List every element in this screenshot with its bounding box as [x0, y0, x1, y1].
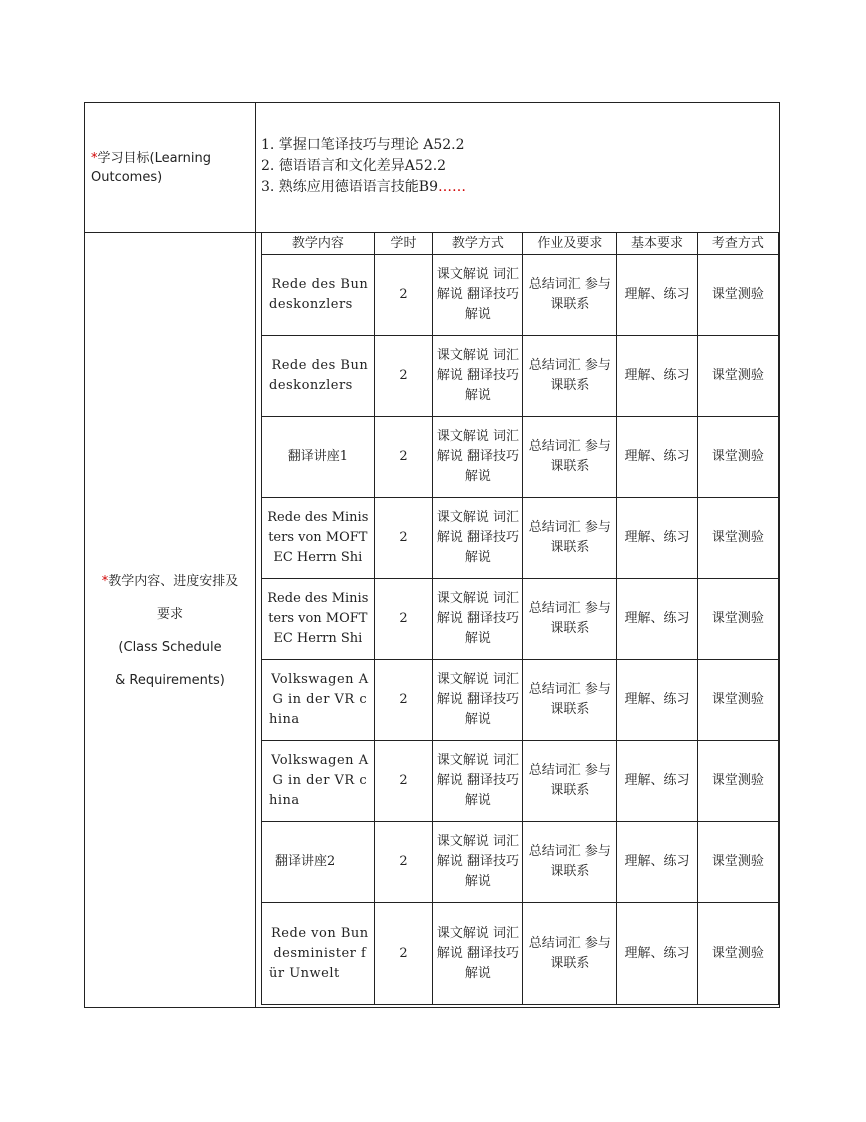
schedule-header-row: [262, 233, 779, 255]
class-schedule-label: [85, 565, 255, 697]
row-hours: 2: [374, 741, 433, 822]
column-divider: [255, 103, 256, 1007]
class-schedule-label-line3: (Class Schedule: [118, 640, 222, 655]
row-content: Rede des Bundeskonzlers: [262, 255, 375, 336]
outcome-item-3: [261, 177, 466, 198]
syllabus-table: [84, 102, 780, 1008]
row-content: 翻译讲座1: [262, 417, 375, 498]
header-assessment: 考查方式: [697, 233, 778, 255]
table-row: [262, 822, 779, 903]
row-assessment: 课堂测验: [697, 660, 778, 741]
table-row: [262, 741, 779, 822]
row-hours: 2: [374, 336, 433, 417]
row-content: Volkswagen AG in der VR china: [262, 660, 375, 741]
row-homework: 总结词汇 参与课联系: [523, 255, 617, 336]
header-homework: 作业及要求: [523, 233, 617, 255]
row-assessment: 课堂测验: [697, 498, 778, 579]
class-schedule-label-zh: 教学内容、进度安排及: [108, 574, 239, 589]
schedule-table: [261, 232, 779, 1005]
row-method: 课文解说 词汇解说 翻译技巧解说: [433, 660, 523, 741]
row-homework: 总结词汇 参与课联系: [523, 417, 617, 498]
row-assessment: 课堂测验: [697, 822, 778, 903]
required-star: *: [91, 151, 98, 166]
row-basic: 理解、练习: [617, 741, 698, 822]
learning-outcomes-list: [261, 135, 466, 198]
row-basic: 理解、练习: [617, 903, 698, 1005]
row-basic: 理解、练习: [617, 336, 698, 417]
row-homework: 总结词汇 参与课联系: [523, 822, 617, 903]
row-homework: 总结词汇 参与课联系: [523, 903, 617, 1005]
table-row: [262, 498, 779, 579]
row-method: 课文解说 词汇解说 翻译技巧解说: [433, 579, 523, 660]
row-basic: 理解、练习: [617, 660, 698, 741]
outcome-item-1: 1. 掌握口笔译技巧与理论 A52.2: [261, 137, 465, 153]
table-row: [262, 660, 779, 741]
learning-outcomes-label: [91, 149, 251, 187]
header-content: 教学内容: [262, 233, 375, 255]
row-method: 课文解说 词汇解说 翻译技巧解说: [433, 822, 523, 903]
row-basic: 理解、练习: [617, 498, 698, 579]
row-method: 课文解说 词汇解说 翻译技巧解说: [433, 255, 523, 336]
row-content: Rede des Ministers von MOFTEC Herrn Shi: [262, 579, 375, 660]
outcome-item-2: 2. 德语语言和文化差异A52.2: [261, 158, 447, 174]
row-basic: 理解、练习: [617, 255, 698, 336]
row-assessment: 课堂测验: [697, 741, 778, 822]
row-hours: 2: [374, 822, 433, 903]
row-homework: 总结词汇 参与课联系: [523, 336, 617, 417]
row-hours: 2: [374, 579, 433, 660]
row-assessment: 课堂测验: [697, 903, 778, 1005]
table-row: [262, 417, 779, 498]
outcome-item-3-text: 3. 熟练应用德语语言技能B9: [261, 179, 439, 195]
row-content: Rede des Bundeskonzlers: [262, 336, 375, 417]
outcome-ellipsis: ……: [438, 179, 467, 195]
row-homework: 总结词汇 参与课联系: [523, 741, 617, 822]
row-method: 课文解说 词汇解说 翻译技巧解说: [433, 741, 523, 822]
table-row: [262, 903, 779, 1005]
required-star: *: [101, 574, 109, 589]
row-assessment: 课堂测验: [697, 417, 778, 498]
row-hours: 2: [374, 255, 433, 336]
class-schedule-label-line4: & Requirements): [115, 673, 225, 688]
row-content: Rede von Bundesminister für Unwelt: [262, 903, 375, 1005]
row-homework: 总结词汇 参与课联系: [523, 498, 617, 579]
row-assessment: 课堂测验: [697, 255, 778, 336]
row-hours: 2: [374, 903, 433, 1005]
row-method: 课文解说 词汇解说 翻译技巧解说: [433, 498, 523, 579]
row-content: Volkswagen AG in der VR china: [262, 741, 375, 822]
header-hours: 学时: [374, 233, 433, 255]
row-hours: 2: [374, 498, 433, 579]
row-basic: 理解、练习: [617, 417, 698, 498]
row-method: 课文解说 词汇解说 翻译技巧解说: [433, 903, 523, 1005]
row-hours: 2: [374, 660, 433, 741]
row-homework: 总结词汇 参与课联系: [523, 579, 617, 660]
class-schedule-label-line2: 要求: [156, 607, 183, 622]
table-row: [262, 579, 779, 660]
row-hours: 2: [374, 417, 433, 498]
row-assessment: 课堂测验: [697, 579, 778, 660]
row-method: 课文解说 词汇解说 翻译技巧解说: [433, 417, 523, 498]
header-basic: 基本要求: [617, 233, 698, 255]
row-assessment: 课堂测验: [697, 336, 778, 417]
class-schedule-label-line1: [85, 565, 255, 598]
row-basic: 理解、练习: [617, 822, 698, 903]
learning-outcomes-label-text: 学习目标(Learning Outcomes): [91, 151, 212, 185]
row-homework: 总结词汇 参与课联系: [523, 660, 617, 741]
row-content: Rede des Ministers von MOFTEC Herrn Shi: [262, 498, 375, 579]
row-method: 课文解说 词汇解说 翻译技巧解说: [433, 336, 523, 417]
table-row: [262, 255, 779, 336]
row-content: 翻译讲座2: [262, 822, 375, 903]
row-basic: 理解、练习: [617, 579, 698, 660]
header-method: 教学方式: [433, 233, 523, 255]
table-row: [262, 336, 779, 417]
